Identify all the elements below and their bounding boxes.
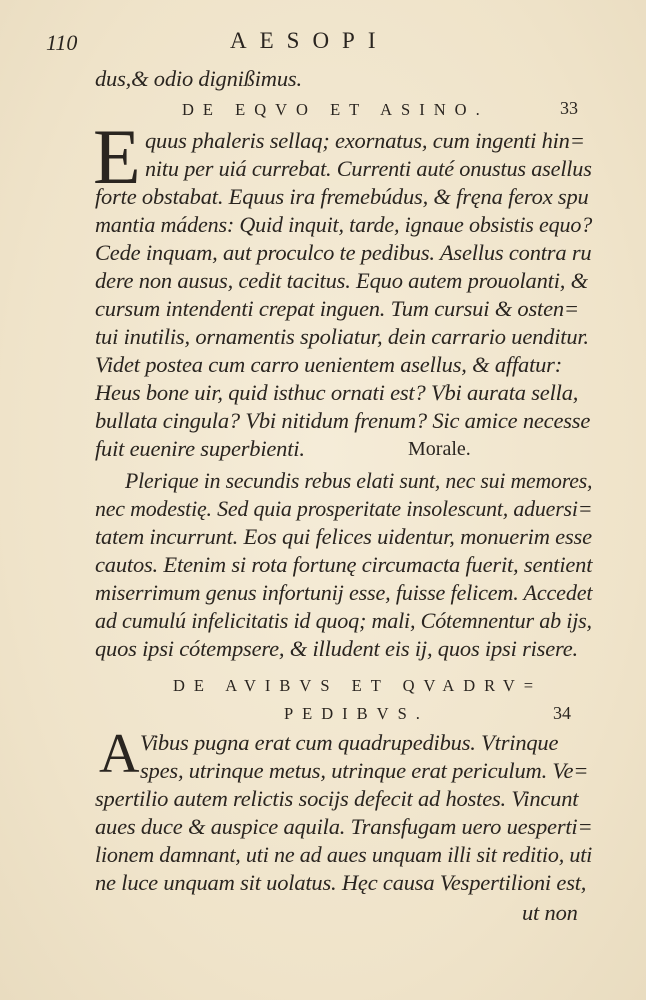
text-line: quos ipsi cótempsere, & illudent eis ij, quos ipsi risere. [95, 636, 578, 661]
page-number: 110 [46, 30, 78, 55]
fable-number: 34 [553, 703, 571, 723]
text-line: miserrimum genus infortunij esse, fuisse felicem. Accedet [95, 580, 593, 605]
text-line: nec modestię. Sed quia prosperitate insolescunt, aduersi= [95, 496, 593, 521]
text-line: tatem incurrunt. Eos qui felices uidentur, monuerim esse [95, 524, 592, 549]
text-line: aues duce & auspice aquila. Transfugam uero uesperti= [95, 814, 593, 839]
text-line: Plerique in secundis rebus elati sunt, nec sui memores, [125, 468, 593, 493]
drop-cap: A [99, 723, 140, 785]
text-line: fuit euenire superbienti. [95, 436, 305, 461]
text-line: ne luce unquam sit uolatus. Hęc causa Vespertilioni est, [95, 870, 587, 895]
running-title: AESOPI [230, 28, 389, 53]
text-line: Vibus pugna erat cum quadrupedibus. Vtrinque [140, 730, 559, 755]
catchword: ut non [522, 900, 578, 925]
text-line: dus,& odio dignißimus. [95, 66, 302, 91]
text-line: mantia mádens: Quid inquit, tarde, ignaue obsistis equo? [95, 212, 593, 237]
text-line: nitu per uiá currebat. Currenti auté onustus asellus [145, 156, 592, 181]
fable-number: 33 [560, 98, 578, 118]
fable-title-continued: PEDIBVS. [284, 704, 429, 723]
text-line: spertilio autem relictis socijs defecit ad hostes. Vincunt [95, 786, 579, 811]
text-line: ad cumulú infelicitatis id quoq; mali, Cótemnentur ab ijs, [95, 608, 592, 633]
text-line: Videt postea cum carro uenientem asellus, & affatur: [95, 352, 563, 377]
text-line: cursum intendenti crepat inguen. Tum cursui & osten= [95, 296, 579, 321]
text-line: spes, utrinque metus, utrinque erat periculum. Ve= [140, 758, 589, 783]
fable-title: DE EQVO ET ASINO. [182, 100, 489, 119]
text-line: forte obstabat. Equus ira fremebúdus, & fręna ferox spu [95, 184, 589, 209]
drop-cap: E [93, 113, 141, 200]
text-line: bullata cingula? Vbi nitidum frenum? Sic amice necesse [95, 408, 591, 433]
text-line: dere non ausus, cedit tacitus. Equo autem prouolanti, & [95, 268, 588, 293]
morale-label: Morale. [408, 438, 471, 460]
text-line: Cede inquam, aut proculco te pedibus. Asellus contra ru [95, 240, 592, 265]
text-line: Heus bone uir, quid isthuc ornati est? Vbi aurata sella, [95, 380, 579, 405]
fable-title: DE AVIBVS ET QVADRV= [173, 676, 543, 695]
text-line: cautos. Etenim si rota fortunę circumacta fuerit, sentient [95, 552, 593, 577]
text-line: lionem damnant, uti ne ad aues unquam illi sit reditio, uti [95, 842, 593, 867]
text-line: tui inutilis, ornamentis spoliatur, dein carrario uenditur. [95, 324, 589, 349]
text-line: quus phaleris sellaq; exornatus, cum ingenti hin= [145, 128, 585, 153]
